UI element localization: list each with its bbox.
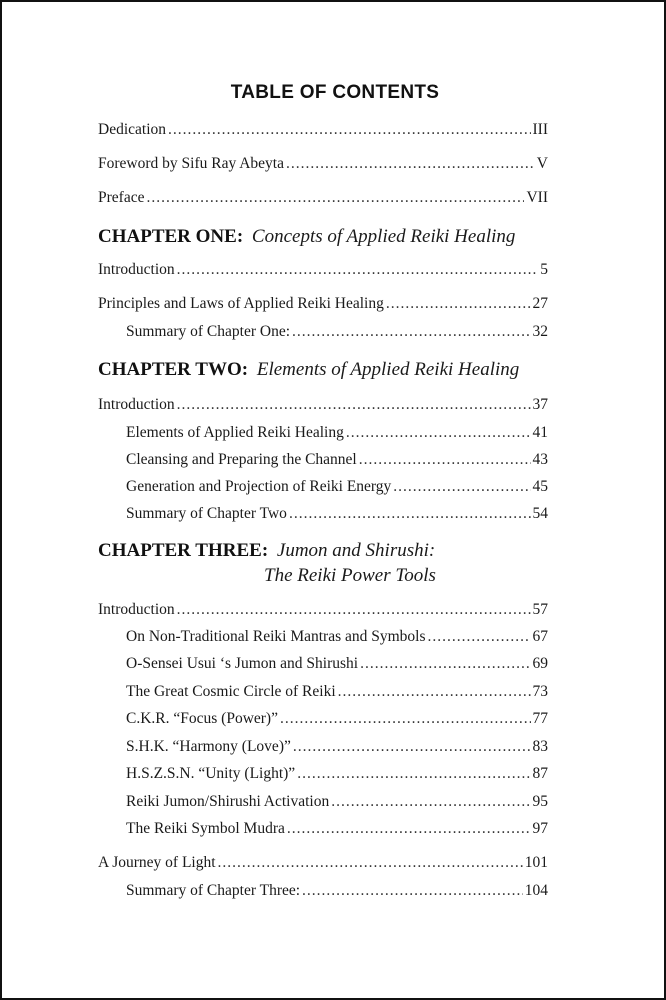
dot-leader <box>331 792 530 812</box>
dot-leader <box>168 120 530 140</box>
dot-leader <box>289 504 531 524</box>
toc-entry-label: Elements of Applied Reiki Healing <box>126 424 344 441</box>
toc-entry <box>126 654 548 674</box>
toc-entry <box>98 260 548 280</box>
chapter-subtitle: Concepts of Applied Reiki Healing <box>251 226 516 247</box>
toc-entry-page: 41 <box>532 424 548 441</box>
toc-entry-page: 32 <box>532 323 548 340</box>
toc-entry <box>126 450 548 470</box>
toc-entry-page: 73 <box>532 683 548 700</box>
toc-entry-page: 83 <box>532 738 548 755</box>
chapter-one-heading <box>98 225 515 249</box>
toc-entry <box>98 294 548 314</box>
toc-entry <box>126 764 548 784</box>
toc-entry-page: 87 <box>532 765 548 782</box>
toc-entry-label: Dedication <box>98 121 167 138</box>
toc-entry-label: Preface <box>98 189 145 206</box>
toc-entry <box>126 682 548 702</box>
dot-leader <box>297 764 530 784</box>
toc-entry-label: A Journey of Light <box>98 854 216 871</box>
toc-entry-page: 77 <box>532 710 548 727</box>
toc-entry-label: Introduction <box>98 396 175 413</box>
toc-entry-label: The Reiki Symbol Mudra <box>126 820 285 837</box>
dot-leader <box>177 260 539 280</box>
toc-entry <box>126 737 548 757</box>
dot-leader <box>338 682 531 702</box>
toc-entry <box>126 627 548 647</box>
dot-leader <box>386 294 531 314</box>
page-title: TABLE OF CONTENTS <box>230 82 440 103</box>
toc-entry-dedication <box>98 120 548 140</box>
toc-entry-page: 57 <box>532 601 548 618</box>
toc-entry <box>126 881 548 901</box>
dot-leader <box>302 881 523 901</box>
toc-entry-page: 45 <box>532 478 548 495</box>
toc-entry-label: Summary of Chapter Two <box>126 505 287 522</box>
dot-leader <box>280 709 531 729</box>
toc-entry-label: On Non-Traditional Reiki Mantras and Symbols <box>126 628 426 645</box>
toc-entry-page: 43 <box>532 451 548 468</box>
toc-entry-page: 54 <box>532 505 548 522</box>
chapter-label: CHAPTER ONE: <box>98 226 244 247</box>
dot-leader <box>286 154 535 174</box>
toc-entry-page: 27 <box>532 295 548 312</box>
chapter-subtitle: Jumon and Shirushi: <box>276 540 436 561</box>
chapter-label: CHAPTER THREE: <box>98 540 269 561</box>
toc-entry-page: 97 <box>532 820 548 837</box>
toc-entry <box>98 853 548 873</box>
toc-entry <box>98 600 548 620</box>
toc-entry <box>126 504 548 524</box>
toc-entry-page: V <box>536 155 548 172</box>
dot-leader <box>218 853 523 873</box>
toc-entry-label: The Great Cosmic Circle of Reiki <box>126 683 336 700</box>
toc-entry-page: 95 <box>532 793 548 810</box>
toc-entry <box>126 792 548 812</box>
dot-leader <box>393 477 530 497</box>
toc-entry <box>126 477 548 497</box>
dot-leader <box>293 737 531 757</box>
dot-leader <box>287 819 531 839</box>
toc-entry-label: Reiki Jumon/Shirushi Activation <box>126 793 330 810</box>
toc-entry <box>98 395 548 415</box>
toc-entry-label: S.H.K. “Harmony (Love)” <box>126 738 291 755</box>
toc-entry <box>126 709 548 729</box>
toc-entry-page: 67 <box>532 628 548 645</box>
toc-entry-foreword <box>98 154 548 174</box>
dot-leader <box>359 450 531 470</box>
toc-entry-label: Foreword by Sifu Ray Abeyta <box>98 155 284 172</box>
toc-entry-preface <box>98 188 548 208</box>
dot-leader <box>346 423 531 443</box>
toc-entry <box>126 322 548 342</box>
dot-leader <box>177 600 531 620</box>
chapter-two-heading <box>98 358 519 382</box>
chapter-subtitle: Elements of Applied Reiki Healing <box>256 359 520 380</box>
toc-entry-label: Principles and Laws of Applied Reiki Healing <box>98 295 384 312</box>
toc-entry-label: C.K.R. “Focus (Power)” <box>126 710 278 727</box>
toc-entry-label: Introduction <box>98 601 175 618</box>
toc-entry-page: 37 <box>532 396 548 413</box>
dot-leader <box>360 654 530 674</box>
toc-entry-label: Introduction <box>98 261 175 278</box>
chapter-subtitle-line2: The Reiki Power Tools <box>264 565 436 586</box>
toc-entry-page: 5 <box>540 261 548 278</box>
toc-entry-page: 69 <box>532 655 548 672</box>
dot-leader <box>177 395 531 415</box>
toc-entry <box>126 819 548 839</box>
toc-entry-page: VII <box>526 189 548 206</box>
toc-entry <box>126 423 548 443</box>
toc-entry-label: Cleansing and Preparing the Channel <box>126 451 357 468</box>
toc-entry-page: 104 <box>524 882 548 899</box>
chapter-label: CHAPTER TWO: <box>98 359 249 380</box>
dot-leader <box>428 627 531 647</box>
dot-leader <box>292 322 530 342</box>
toc-entry-page: 101 <box>524 854 548 871</box>
toc-entry-label: O-Sensei Usui ‘s Jumon and Shirushi <box>126 655 359 672</box>
toc-entry-label: Summary of Chapter One: <box>126 323 291 340</box>
toc-entry-label: Generation and Projection of Reiki Energy <box>126 478 392 495</box>
dot-leader <box>146 188 524 208</box>
toc-entry-page: III <box>532 121 548 138</box>
chapter-three-heading <box>98 539 435 563</box>
toc-entry-label: Summary of Chapter Three: <box>126 882 301 899</box>
toc-entry-label: H.S.Z.S.N. “Unity (Light)” <box>126 765 296 782</box>
